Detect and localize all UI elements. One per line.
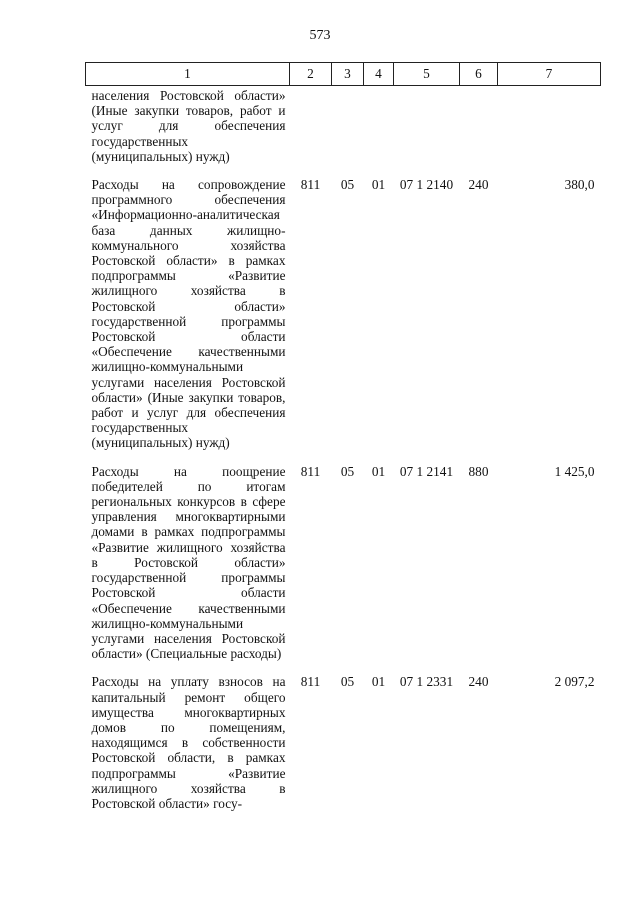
row-target-article: 07 1 2140 bbox=[399, 177, 454, 193]
row-description: Расходы на уплату взносов на капитальный ремонт общего имущества многоквартирных домов по помещениям, находящимся в собственности Ростовской области, в рамках подпрограммы «Развитие жилищного хозяйства в Ростовской области» госу- bbox=[91, 674, 286, 811]
table-row bbox=[86, 451, 601, 662]
column-header-7: 7 bbox=[498, 63, 601, 86]
row-description: Расходы на поощрение победителей по итогам региональных конкурсов в сфере управления многоквартирными домами в рамках подпрограммы «Развитие жилищного хозяйства в Ростовской области» государственной программы Ростовской области «Обеспечение качественными жилищно-коммунальными услугами населения Ростовской области» (Специальные расходы) bbox=[91, 463, 286, 662]
row-subsection-code: 01 bbox=[371, 674, 386, 690]
budget-table bbox=[85, 62, 601, 811]
column-header-2: 2 bbox=[290, 63, 332, 86]
table-row bbox=[86, 661, 601, 811]
row-subsection-code: 01 bbox=[371, 463, 386, 479]
row-ministry-code: 811 bbox=[300, 463, 321, 479]
page-number: 573 bbox=[309, 28, 331, 43]
row-amount: 2 097,2 bbox=[554, 674, 595, 690]
row-section-code: 05 bbox=[340, 674, 355, 690]
row-section-code: 05 bbox=[340, 177, 355, 193]
column-header-4: 4 bbox=[364, 63, 394, 86]
column-header-3: 3 bbox=[332, 63, 364, 86]
row-target-article: 07 1 2331 bbox=[399, 674, 454, 690]
row-expense-type: 240 bbox=[468, 177, 489, 193]
row-ministry-code: 811 bbox=[300, 177, 321, 193]
row-target-article: 07 1 2141 bbox=[399, 463, 454, 479]
row-amount: 380,0 bbox=[564, 177, 595, 193]
row-expense-type: 240 bbox=[468, 674, 489, 690]
column-header-6: 6 bbox=[460, 63, 498, 86]
column-header-1: 1 bbox=[86, 63, 290, 86]
column-header-5: 5 bbox=[394, 63, 460, 86]
row-section-code: 05 bbox=[340, 463, 355, 479]
table-row-continuation bbox=[86, 86, 601, 165]
table-row bbox=[86, 164, 601, 451]
row-ministry-code: 811 bbox=[300, 674, 321, 690]
table-header-row bbox=[86, 63, 601, 86]
row-description: Расходы на сопровождение программного обеспечения «Информационно-аналитическая база данных жилищно-коммунального хозяйства Ростовской области» в рамках подпрограммы «Развитие жилищного хозяйства в Ростовской области» государственной программы Ростовской области «Обеспечение качественными жилищно-коммунальными услугами населения Ростовской области» (Иные закупки товаров, работ и услуг для обеспечения государственных (муниципальных) нужд) bbox=[91, 177, 286, 451]
row-subsection-code: 01 bbox=[371, 177, 386, 193]
continuation-description: населения Ростовской области» (Иные закупки товаров, работ и услуг для обеспечения государственных (муниципальных) нужд) bbox=[91, 88, 286, 164]
row-expense-type: 880 bbox=[468, 463, 489, 479]
row-amount: 1 425,0 bbox=[554, 463, 595, 479]
